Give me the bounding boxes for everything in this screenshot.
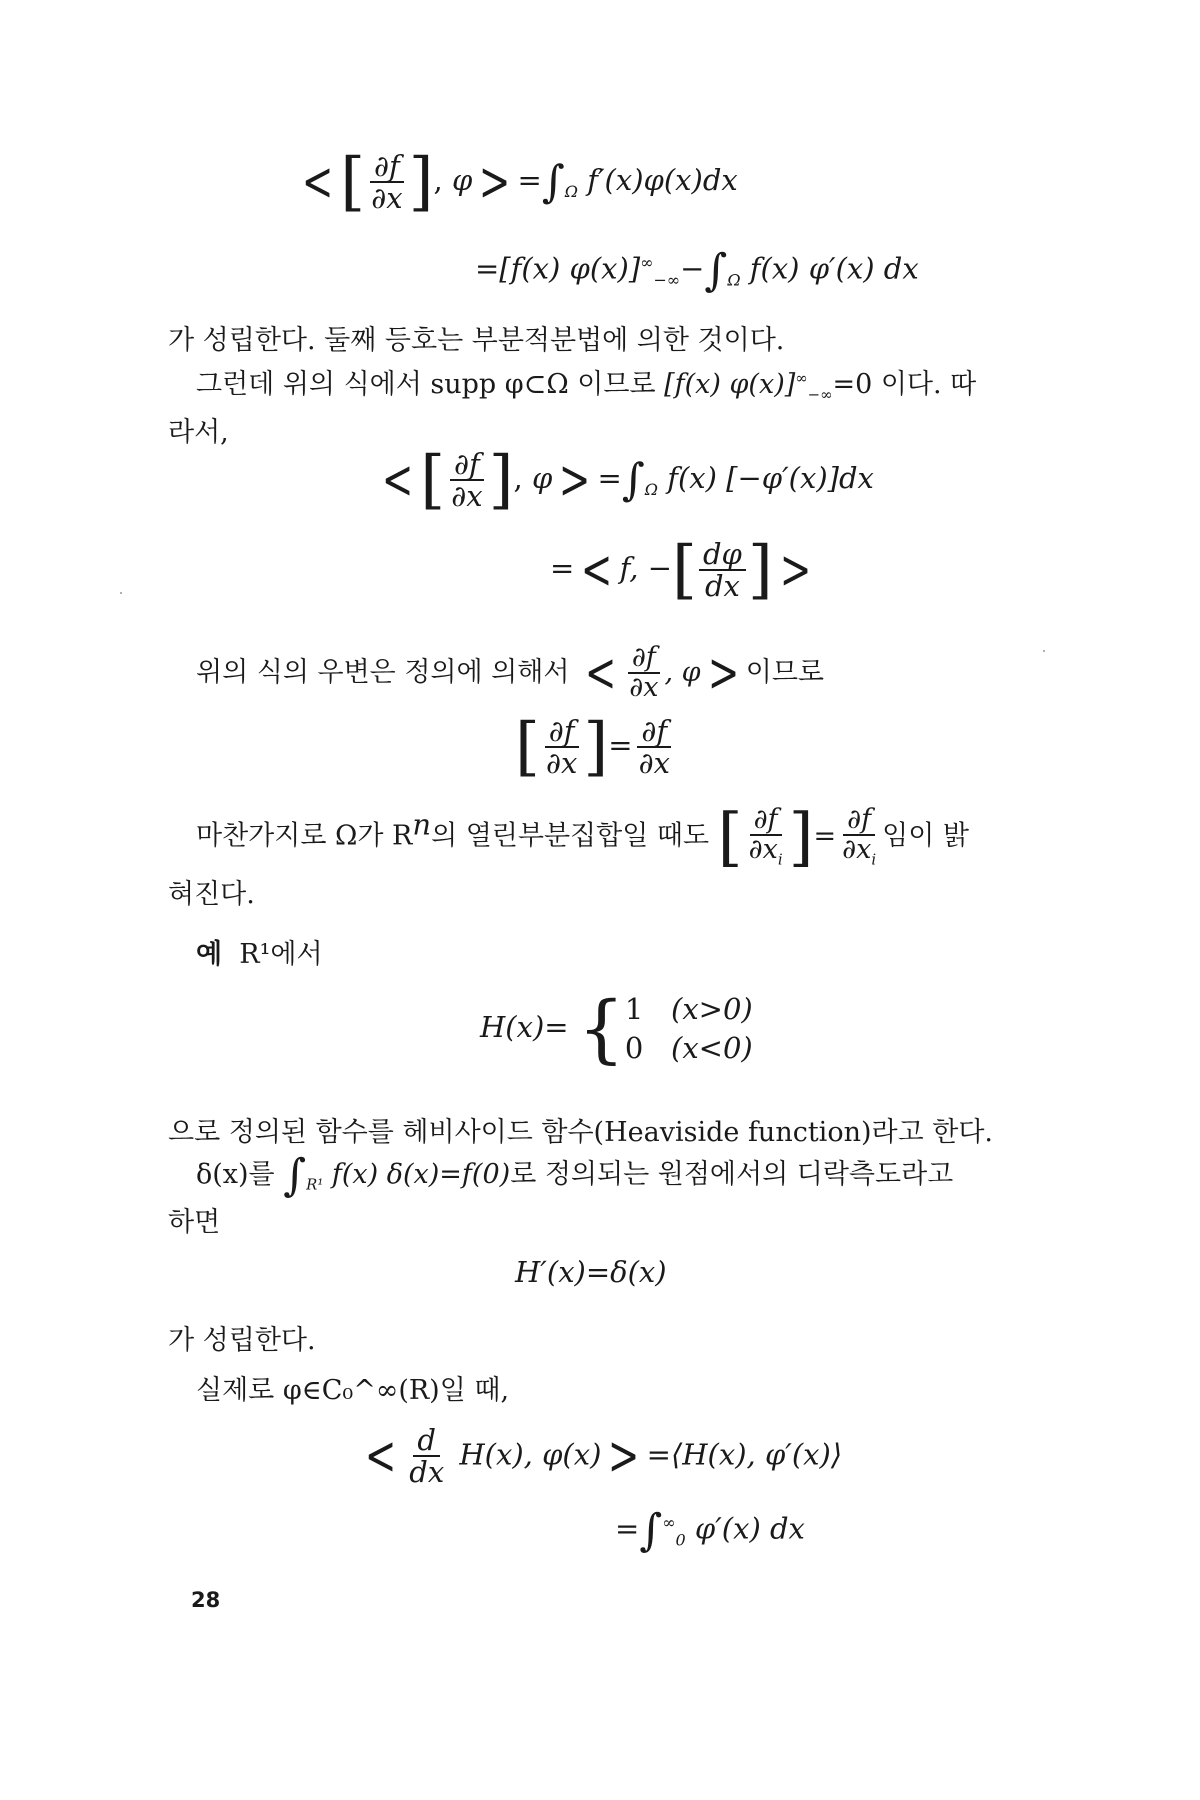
equation-weak-derivative-line1: < [ $\frac{\partial f}{\partial x}$ ], $\varphi > =\int_\Omega$ f′(x)φ(x)dx [301, 145, 738, 219]
paragraph-line: 마찬가지로 Ω가 $R^n$의 열린부분집합일 때도 [ $\frac{\partial f}{\partial x_i}$ ]= $\frac{\partial f}{\partial x_i}$ 임이 밝 [196, 800, 969, 874]
paragraph-line: 라서, [168, 417, 229, 448]
paragraph-line: 가 성립한다. [168, 1325, 316, 1356]
paragraph-line: 실제로 φ∈C₀^∞(R)일 때, [196, 1375, 510, 1406]
paragraph-line: 가 성립한다. 둘째 등호는 부분적분법에 의한 것이다. [168, 325, 785, 356]
equation-weak-derivative-2-line1: < [ $\frac{\partial f}{\partial x}$ ], $\varphi > =\int_\Omega$ f(x) [−φ′(x)]dx [381, 443, 874, 517]
equation-weak-derivative-2-line2: = < f, −[ $\frac{d\varphi}{dx}$ ] > [550, 533, 812, 607]
equation-heaviside-pairing-line2: $=\int^\infty_0$ φ′(x) dx [615, 1505, 805, 1556]
scan-speck [120, 592, 122, 594]
example-label: 예 [196, 939, 223, 970]
equation-heaviside-pairing-line1: < $\frac{d}{dx}$ H(x), φ(x) > =⟨H(x), φ′(x)⟩ [364, 1423, 843, 1490]
equation-heaviside-derivative: H′(x)=δ(x) [515, 1255, 667, 1289]
paragraph-line: 위의 식의 우변은 정의에 의해서 < $\frac{\partial f}{\partial x}$ , φ > 이므로 [196, 641, 825, 705]
equation-derivative-identity: [ $\frac{\partial f}{\partial x}$ ]= $\frac{\partial f}{\partial x}$ [515, 710, 670, 784]
equation-heaviside: H(x)= { 1 (x>0) 0 (x<0) [480, 986, 753, 1073]
paragraph-line: 으로 정의된 함수를 헤비사이드 함수(Heaviside function)라고 한다. [168, 1117, 993, 1148]
paragraph-line: 혀진다. [168, 879, 255, 910]
paragraph-line: 그런데 위의 식에서 supp φ⊂Ω 이므로 [f(x) $\varphi(x)]^\infty_{-\infty}=0$ 이다. 따 [196, 369, 977, 404]
example-heading: 예 R¹에서 [196, 939, 323, 970]
scan-speck [1043, 650, 1045, 652]
paragraph-line: δ(x)를 $\int_{R^1}$ f(x) δ(x)=f(0)로 정의되는 원점에서의 디락측도라고 [196, 1150, 954, 1201]
page-number: 28 [191, 1588, 221, 1612]
equation-weak-derivative-line2: =[f(x) $\varphi(x)]^\infty_{-\infty}-\int_\Omega$ f(x) φ′(x) dx [475, 245, 919, 296]
paragraph-line: 하면 [168, 1207, 221, 1238]
